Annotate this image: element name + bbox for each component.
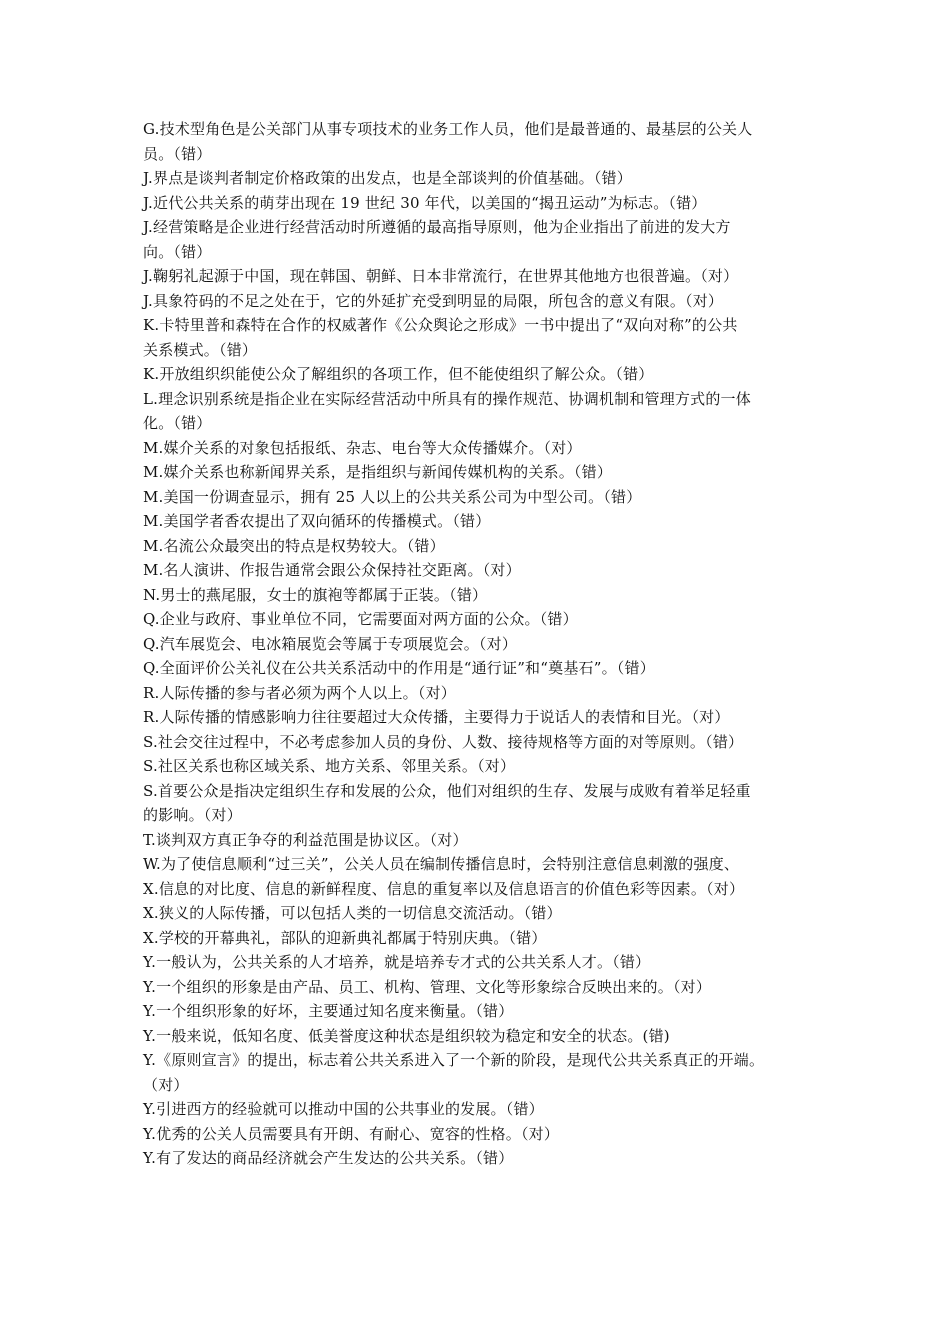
text-line: M.媒介关系也称新闻界关系，是指组织与新闻传媒机构的关系。（错） [143,463,613,481]
text-line: S.社区关系也称区域关系、地方关系、邻里关系。（对） [143,757,516,775]
text-line: Y.《原则宣言》的提出，标志着公共关系进入了一个新的阶段，是现代公共关系真正的开端。 [143,1051,765,1069]
text-line: N.男士的燕尾服，女士的旗袍等都属于正装。（错） [143,585,488,604]
text-line: K.开放组织织能使公众了解组织的各项工作，但不能使组织了解公众。（错） [143,365,654,383]
text-line: X.信息的对比度、信息的新鲜程度、信息的重复率以及信息语言的价值色彩等因素。（对） [143,879,745,898]
text-line: J.界点是谈判者制定价格政策的出发点，也是全部谈判的价值基础。（错） [143,169,632,187]
text-line: Y.有了发达的商品经济就会产生发达的公共关系。（错） [143,1149,514,1167]
text-line: J.近代公共关系的萌芽出现在 19 世纪 30 年代，以美国的“揭丑运动”为标志。（错） [143,193,707,212]
text-line: T.谈判双方真正争夺的利益范围是协议区。（对） [143,830,468,849]
text-line: Y.引进西方的经验就可以推动中国的公共事业的发展。（错） [143,1100,544,1118]
text-line: X.学校的开幕典礼，部队的迎新典礼都属于特别庆典。（错） [143,928,547,947]
text-line: M.名流公众最突出的特点是权势较大。（错） [143,536,445,555]
text-line: R.人际传播的情感影响力往往要超过大众传播，主要得力于说话人的表情和目光。（对） [143,708,730,726]
text-line: J.具象符码的不足之处在于，它的外延扩充受到明显的局限，所包含的意义有限。（对） [143,291,724,310]
text-line: L.理念识别系统是指企业在实际经营活动中所具有的操作规范、协调机制和管理方式的一体 [143,389,751,408]
text-line: R.人际传播的参与者必须为两个人以上。（对） [143,683,456,702]
text-line: 关系模式。（错） [143,340,258,359]
text-line: M.名人演讲、作报告通常会跟公众保持社交距离。（对） [143,561,521,579]
text-line: G.技术型角色是公关部门从事专项技术的业务工作人员，他们是最普通的、最基层的公关人 [143,120,753,138]
text-line: 的影响。（对） [143,806,242,824]
text-line: W.为了使信息顺利“过三关”，公关人员在编制传播信息时，会特别注意信息刺激的强度、 [143,855,740,873]
text-line: M.媒介关系的对象包括报纸、杂志、电台等大众传播媒介。（对） [143,438,582,457]
text-line: 化。（错） [143,414,212,432]
text-line: K.卡特里普和森特在合作的权威著作《公众舆论之形成》一书中提出了“双向对称”的公共 [143,316,738,334]
text-line: Y.优秀的公关人员需要具有开朗、有耐心、宽容的性格。（对） [143,1124,560,1143]
text-line: 员。（错） [143,144,212,163]
text-line: M.美国一份调查显示，拥有 25 人以上的公共关系公司为中型公司。（错） [143,487,642,506]
text-line: S.社会交往过程中，不必考虑参加人员的身份、人数、接待规格等方面的对等原则。（错） [143,732,744,751]
text-line: X.狭义的人际传播，可以包括人类的一切信息交流活动。（错） [143,904,562,922]
text-line: M.美国学者香农提出了双向循环的传播模式。（错） [143,512,491,530]
text-line: Q.汽车展览会、电冰箱展览会等属于专项展览会。（对） [143,634,518,653]
question-list [143,117,813,1171]
text-line: （对） [143,1075,189,1094]
text-line: Y.一个组织形象的好坏，主要通过知名度来衡量。（错） [143,1002,514,1020]
text-line: S.首要公众是指决定组织生存和发展的公众，他们对组织的生存、发展与成败有着举足轻重 [143,781,751,800]
text-line: J.经营策略是企业进行经营活动时所遵循的最高指导原则，他为企业指出了前进的发大方 [143,218,731,236]
text-line: Y.一个组织的形象是由产品、员工、机构、管理、文化等形象综合反映出来的。（对） [143,977,712,996]
text-line: Q.全面评价公关礼仪在公共关系活动中的作用是“通行证”和“奠基石”。（错） [143,659,655,677]
text-line: 向。（错） [143,242,212,261]
text-line: J.鞠躬礼起源于中国，现在韩国、朝鲜、日本非常流行，在世界其他地方也很普遍。（对） [143,267,739,285]
text-line: Y.一般认为，公共关系的人才培养，就是培养专才式的公共关系人才。（错） [143,953,651,971]
text-line: Y.一般来说，低知名度、低美誉度这种状态是组织较为稳定和安全的状态。(错) [143,1026,670,1045]
text-line: Q.企业与政府、事业单位不同，它需要面对两方面的公众。（错） [143,610,578,628]
